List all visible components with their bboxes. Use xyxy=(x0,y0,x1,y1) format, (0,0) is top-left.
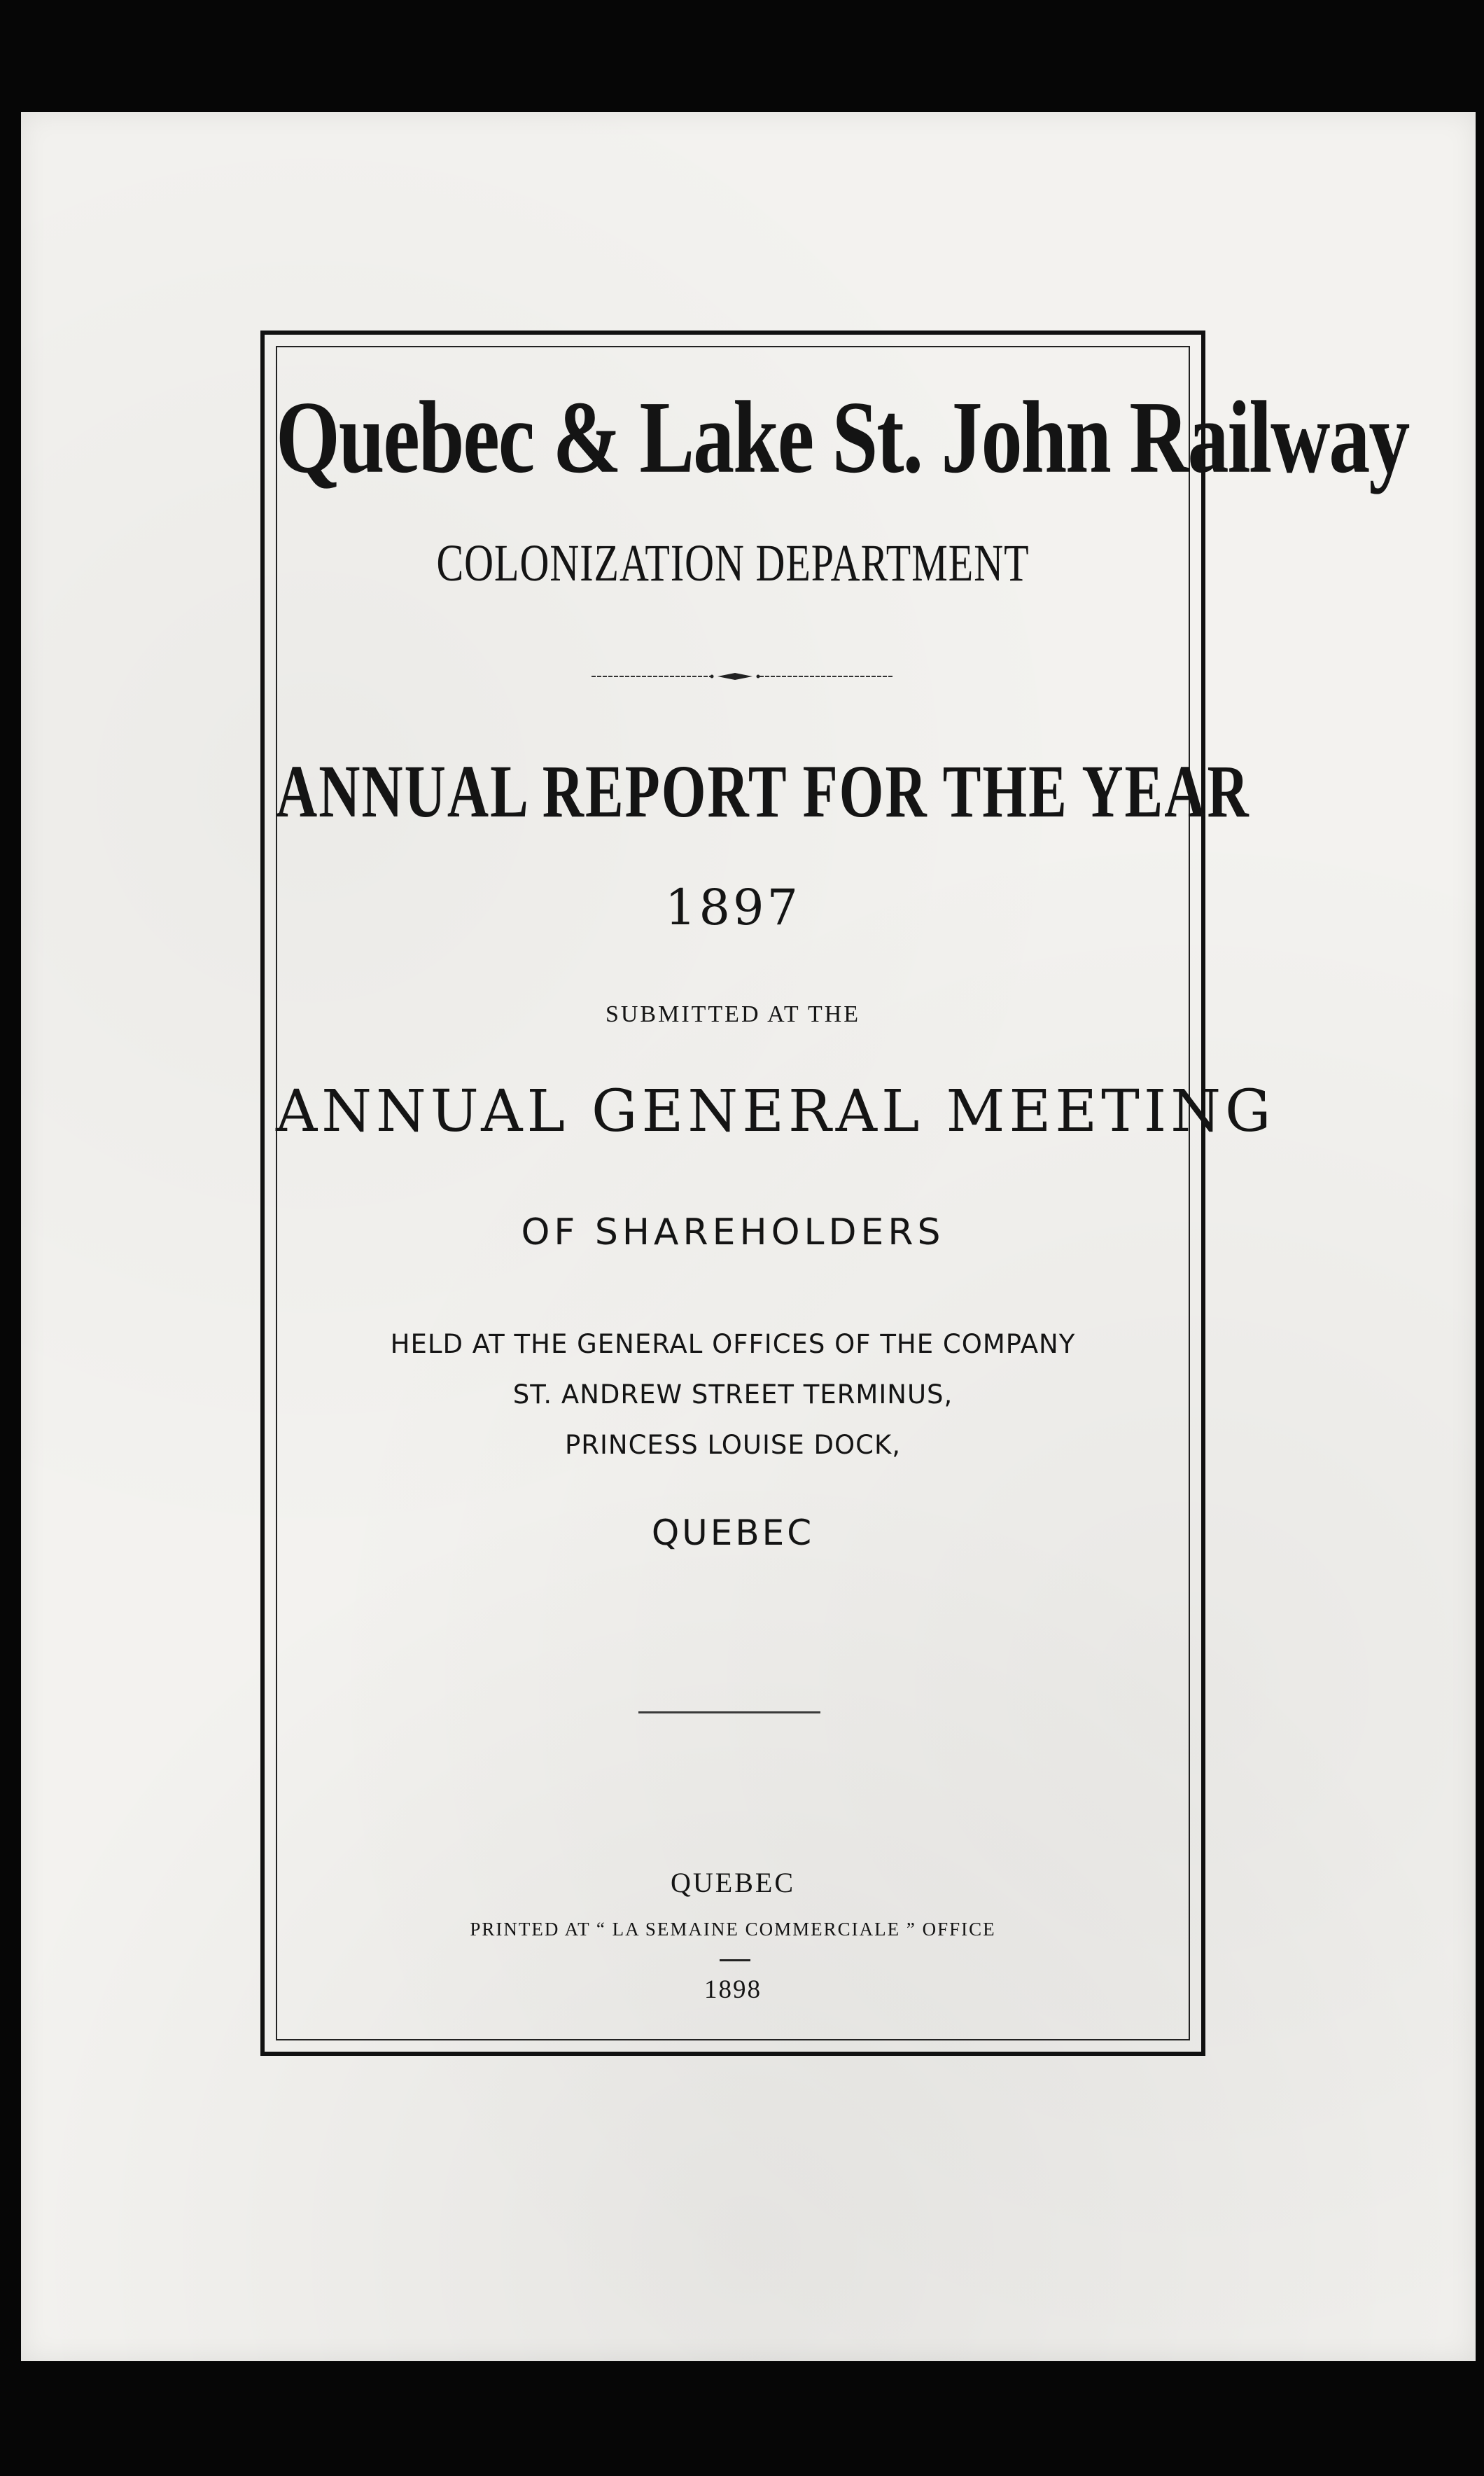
held-line-2: ST. ANDREW STREET TERMINUS, xyxy=(512,1379,953,1410)
divider-rule xyxy=(638,1711,820,1713)
city-heading: QUEBEC xyxy=(651,1512,815,1553)
ornament-divider xyxy=(592,672,892,681)
department-heading: COLONIZATION DEPARTMENT xyxy=(436,533,1030,592)
railway-title: Quebec & Lake St. John Railway xyxy=(276,380,1409,495)
shareholders-heading: OF SHAREHOLDERS xyxy=(521,1211,945,1253)
held-line-3: PRINCESS LOUISE DOCK, xyxy=(564,1430,902,1460)
submitted-text: SUBMITTED AT THE xyxy=(605,1001,861,1027)
meeting-heading: ANNUAL GENERAL MEETING xyxy=(276,1078,1275,1145)
imprint-rule xyxy=(720,1959,750,1961)
held-line-1: HELD AT THE GENERAL OFFICES OF THE COMPANY xyxy=(390,1329,1076,1359)
report-title: ANNUAL REPORT FOR THE YEAR xyxy=(276,750,1250,833)
imprint-year: 1898 xyxy=(704,1975,762,2004)
imprint-city: QUEBEC xyxy=(671,1867,795,1898)
report-year: 1897 xyxy=(664,879,802,936)
page-border-inner xyxy=(276,346,1409,2040)
imprint-printer: PRINTED AT “ LA SEMAINE COMMERCIALE ” OFFICE xyxy=(470,1919,996,1940)
